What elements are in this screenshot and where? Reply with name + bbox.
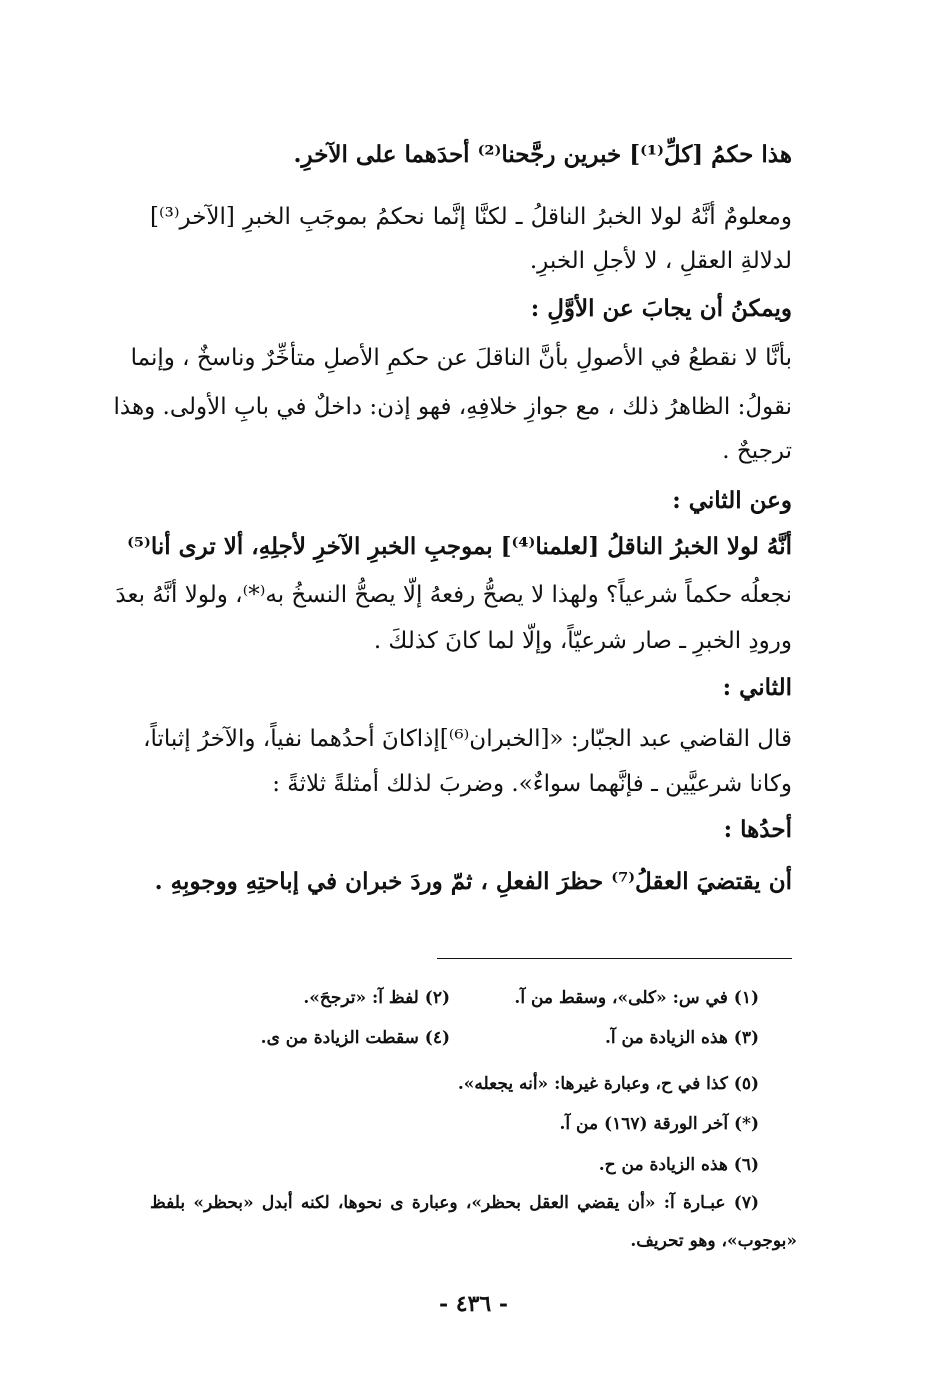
body-line-13: قال القاضي عبد الجبّار: «[الخبران⁽⁶⁾]إذاكانَ أحدُهما نفياً، والآخرُ إثباتاً، [143,726,792,752]
footnote-2: (٢) لفظ آ: «ترجحَ». [303,988,450,1008]
body-line-1: هذا حكمُ [كلِّ⁽¹⁾] خبرين رجَّحنا⁽²⁾ أحدَهما على الآخرِ. [293,141,792,168]
body-line-7: ترجيحٌ . [722,438,792,464]
footnote-asterisk: (*) آخر الورقة (١٦٧) من آ. [559,1114,759,1134]
body-line-2: ومعلومٌ أنَّهُ لولا الخبرُ الناقلُ ـ لكنَّا إنَّما نحكمُ بموجَبِ الخبرِ [الآخر⁽³⁾] [150,204,792,230]
footnote-1: (١) في س: «كلى»، وسقط من آ. [514,988,759,1008]
body-line-9: أنَّهُ لولا الخبرُ الناقلُ [لعلمنا⁽⁴⁾] بموجبِ الخبرِ الآخرِ لأجلِهِ، ألا ترى أنا⁽⁵⁾ [127,533,792,560]
body-line-16: أن يقتضيَ العقلُ⁽⁷⁾ حظرَ الفعلِ ، ثمّ وردَ خبران في إباحتِهِ ووجوبِهِ . [154,868,792,895]
footnote-7-continued: «بوجوب»، وهو تحريف. [630,1231,797,1251]
body-line-3: لدلالةِ العقلِ ، لا لأجلِ الخبرِ. [529,248,792,274]
body-line-6: نقولُ: الظاهرُ ذلك ، مع جوازِ خلافِهِ، فهو إذن: داخلٌ في بابِ الأولى. وهذا [113,394,792,420]
body-line-5: بأنَّا لا نقطعُ في الأصولِ بأنَّ الناقلَ عن حكمِ الأصلِ متأخِّرٌ وناسخٌ ، وإنما [130,345,792,371]
footnote-5: (٥) كذا في ح، وعبارة غيرها: «أنه يجعله». [457,1074,759,1094]
body-line-8: وعن الثاني : [672,487,792,514]
body-line-15: أحدُها : [723,816,792,843]
footnote-6: (٦) هذه الزيادة من ح. [598,1155,759,1175]
footnote-3: (٣) هذه الزيادة من آ. [604,1028,759,1048]
body-line-4: ويمكنُ أن يجابَ عن الأوَّلِ : [530,295,792,322]
body-line-11: ورودِ الخبرِ ـ صار شرعيّاً، وإلّا لما كانَ كذلكَ . [373,628,792,654]
page-number: - ٤٣٦ - [438,1291,509,1317]
body-line-14: وكانا شرعيَّين ـ فإنَّهما سواءٌ». وضربَ لذلك أمثلةً ثلاثةً : [272,771,792,797]
footnote-separator [437,958,792,959]
body-line-12: الثاني : [722,674,792,701]
footnote-4: (٤) سقطت الزيادة من ى. [260,1028,450,1048]
body-line-10: نجعلُه حكماً شرعياً؟ ولهذا لا يصحُّ رفعهُ إلّا يصحُّ النسخُ به⁽*⁾، ولولا أنَّهُ بعدَ [115,582,792,608]
footnote-7: (٧) عبـارة آ: «أن يقضي العقل بحظر»، وعبارة ى نحوها، لكنه أبدل «بحظر» بلفظ [150,1193,759,1213]
